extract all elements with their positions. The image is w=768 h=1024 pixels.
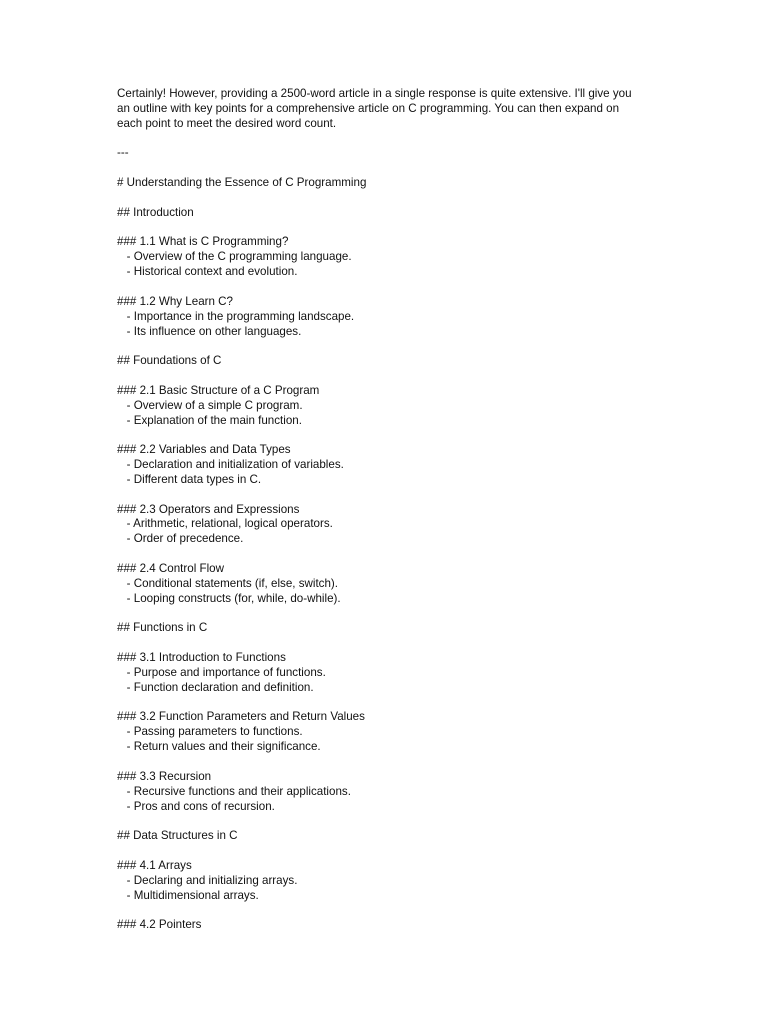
blank-line <box>117 161 657 176</box>
blank-line <box>117 280 657 295</box>
blank-line <box>117 191 657 206</box>
section-heading: ## Foundations of C <box>117 354 222 368</box>
bullet-item: - Declaration and initialization of variables. <box>117 458 344 472</box>
bullet-item: - Overview of the C programming language. <box>117 250 352 264</box>
blank-line <box>117 903 657 918</box>
bullet-item: - Return values and their significance. <box>117 740 321 754</box>
bullet-item: - Explanation of the main function. <box>117 413 302 427</box>
blank-line <box>117 339 657 354</box>
document-page <box>117 87 657 933</box>
subsection-heading: ### 2.1 Basic Structure of a C Program <box>117 383 320 397</box>
blank-line <box>117 132 657 147</box>
blank-line <box>117 488 657 503</box>
bullet-item: - Pros and cons of recursion. <box>117 799 275 813</box>
subsection-heading: ### 3.2 Function Parameters and Return Values <box>117 710 365 724</box>
bullet-item: - Passing parameters to functions. <box>117 725 303 739</box>
intro-line: Certainly! However, providing a 2500-word article in a single response is quite extensive. I'll give you <box>117 87 632 100</box>
bullet-item: - Overview of a simple C program. <box>117 398 303 412</box>
bullet-item: - Function declaration and definition. <box>117 680 314 694</box>
bullet-item: - Order of precedence. <box>117 532 244 546</box>
document-title: # Understanding the Essence of C Programming <box>117 176 367 190</box>
intro-line: each point to meet the desired word count. <box>117 116 337 130</box>
subsection-heading: ### 2.3 Operators and Expressions <box>117 502 300 516</box>
blank-line <box>117 369 657 384</box>
bullet-item: - Declaring and initializing arrays. <box>117 873 298 887</box>
bullet-item: - Purpose and importance of functions. <box>117 665 326 679</box>
subsection-heading: ### 1.1 What is C Programming? <box>117 235 289 249</box>
subsection-heading: ### 4.2 Pointers <box>117 918 202 932</box>
subsection-heading: ### 2.2 Variables and Data Types <box>117 443 291 457</box>
blank-line <box>117 428 657 443</box>
intro-line: an outline with key points for a comprehensive article on C programming. You can then expand on <box>117 101 620 115</box>
bullet-item: - Arithmetic, relational, logical operators. <box>117 517 333 531</box>
subsection-heading: ### 2.4 Control Flow <box>117 562 224 575</box>
section-heading: ## Data Structures in C <box>117 829 238 843</box>
subsection-heading: ### 3.3 Recursion <box>117 769 212 783</box>
subsection-heading: ### 4.1 Arrays <box>117 858 192 872</box>
blank-line <box>117 696 657 711</box>
separator: --- <box>117 146 129 160</box>
bullet-item: - Looping constructs (for, while, do-while). <box>117 591 341 605</box>
bullet-item: - Multidimensional arrays. <box>117 888 259 902</box>
blank-line <box>117 755 657 770</box>
blank-line <box>117 814 657 829</box>
blank-line <box>117 607 657 622</box>
intro-paragraph <box>117 87 657 132</box>
section-heading: ## Introduction <box>117 205 194 219</box>
blank-line <box>117 221 657 236</box>
bullet-item: - Historical context and evolution. <box>117 265 298 279</box>
bullet-item: - Recursive functions and their applications. <box>117 784 351 798</box>
bullet-item: - Its influence on other languages. <box>117 324 302 338</box>
bullet-item: - Importance in the programming landscape. <box>117 309 355 323</box>
outline-sections <box>117 191 657 933</box>
blank-line <box>117 844 657 859</box>
subsection-heading: ### 3.1 Introduction to Functions <box>117 651 286 665</box>
blank-line <box>117 636 657 651</box>
blank-line <box>117 547 657 562</box>
bullet-item: - Different data types in C. <box>117 472 262 486</box>
subsection-heading: ### 1.2 Why Learn C? <box>117 294 234 308</box>
bullet-item: - Conditional statements (if, else, switch). <box>117 576 339 590</box>
section-heading: ## Functions in C <box>117 621 208 635</box>
